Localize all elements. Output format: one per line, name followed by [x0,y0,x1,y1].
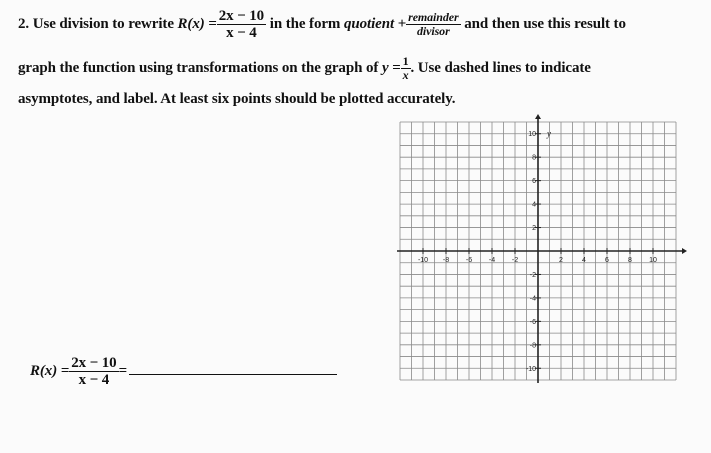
form-divisor: divisor [417,24,450,38]
x-tick-label: 4 [582,257,586,264]
parent-numerator: 1 [402,54,409,68]
y-tick-label: -6 [529,318,536,326]
x-tick-label: -10 [417,257,429,264]
y-tick-label: 2 [532,225,536,233]
x-tick-label: 8 [628,257,632,264]
question-text-b: in the form [269,15,341,32]
y-tick-label: 8 [532,154,536,162]
y-tick-label: 4 [532,201,536,209]
y-axis-arrow-icon [535,114,541,119]
x-tick-label: -4 [488,257,496,264]
x-axis-arrow-icon [682,248,687,254]
x-tick-label: 6 [605,257,609,264]
function-name: R(x) = [177,15,217,32]
x-tick-label: 2 [559,257,563,264]
answer-denominator: x − 4 [78,372,110,388]
y-axis-label: y [547,128,551,139]
answer-numerator: 2x − 10 [71,355,117,371]
y-tick-label: -4 [529,295,536,303]
function-numerator: 2x − 10 [218,8,265,24]
question-number: 2. [18,15,30,32]
x-tick-label: 10 [649,257,657,264]
y-tick-label: -8 [529,342,536,350]
y-tick-label: -2 [529,271,536,279]
form-quotient: quotient + [343,15,407,32]
x-tick-label: -8 [442,257,450,264]
answer-function-name: R(x) = [30,362,70,379]
question-line2-a: graph the function using transformations on the graph of [18,59,379,76]
answer-equals: = [118,362,128,379]
question-line2-b: . Use dashed lines to indicate [410,59,591,76]
question-line3-text: asymptotes, and label. At least six points should be plotted accurately. [18,91,456,107]
parent-denominator: x [402,68,409,82]
y-tick-label: -10 [525,365,536,373]
parent-function-lhs: y = [381,59,401,76]
y-tick-label: 6 [532,178,536,186]
x-tick-label: -2 [511,257,519,264]
x-tick-label: -6 [465,257,473,264]
question-text-c: and then use this result to [464,15,626,32]
question-text-a: Use division to rewrite [32,15,174,32]
y-tick-label: 10 [528,131,536,139]
function-denominator: x − 4 [226,25,257,41]
form-remainder: remainder [408,10,459,24]
